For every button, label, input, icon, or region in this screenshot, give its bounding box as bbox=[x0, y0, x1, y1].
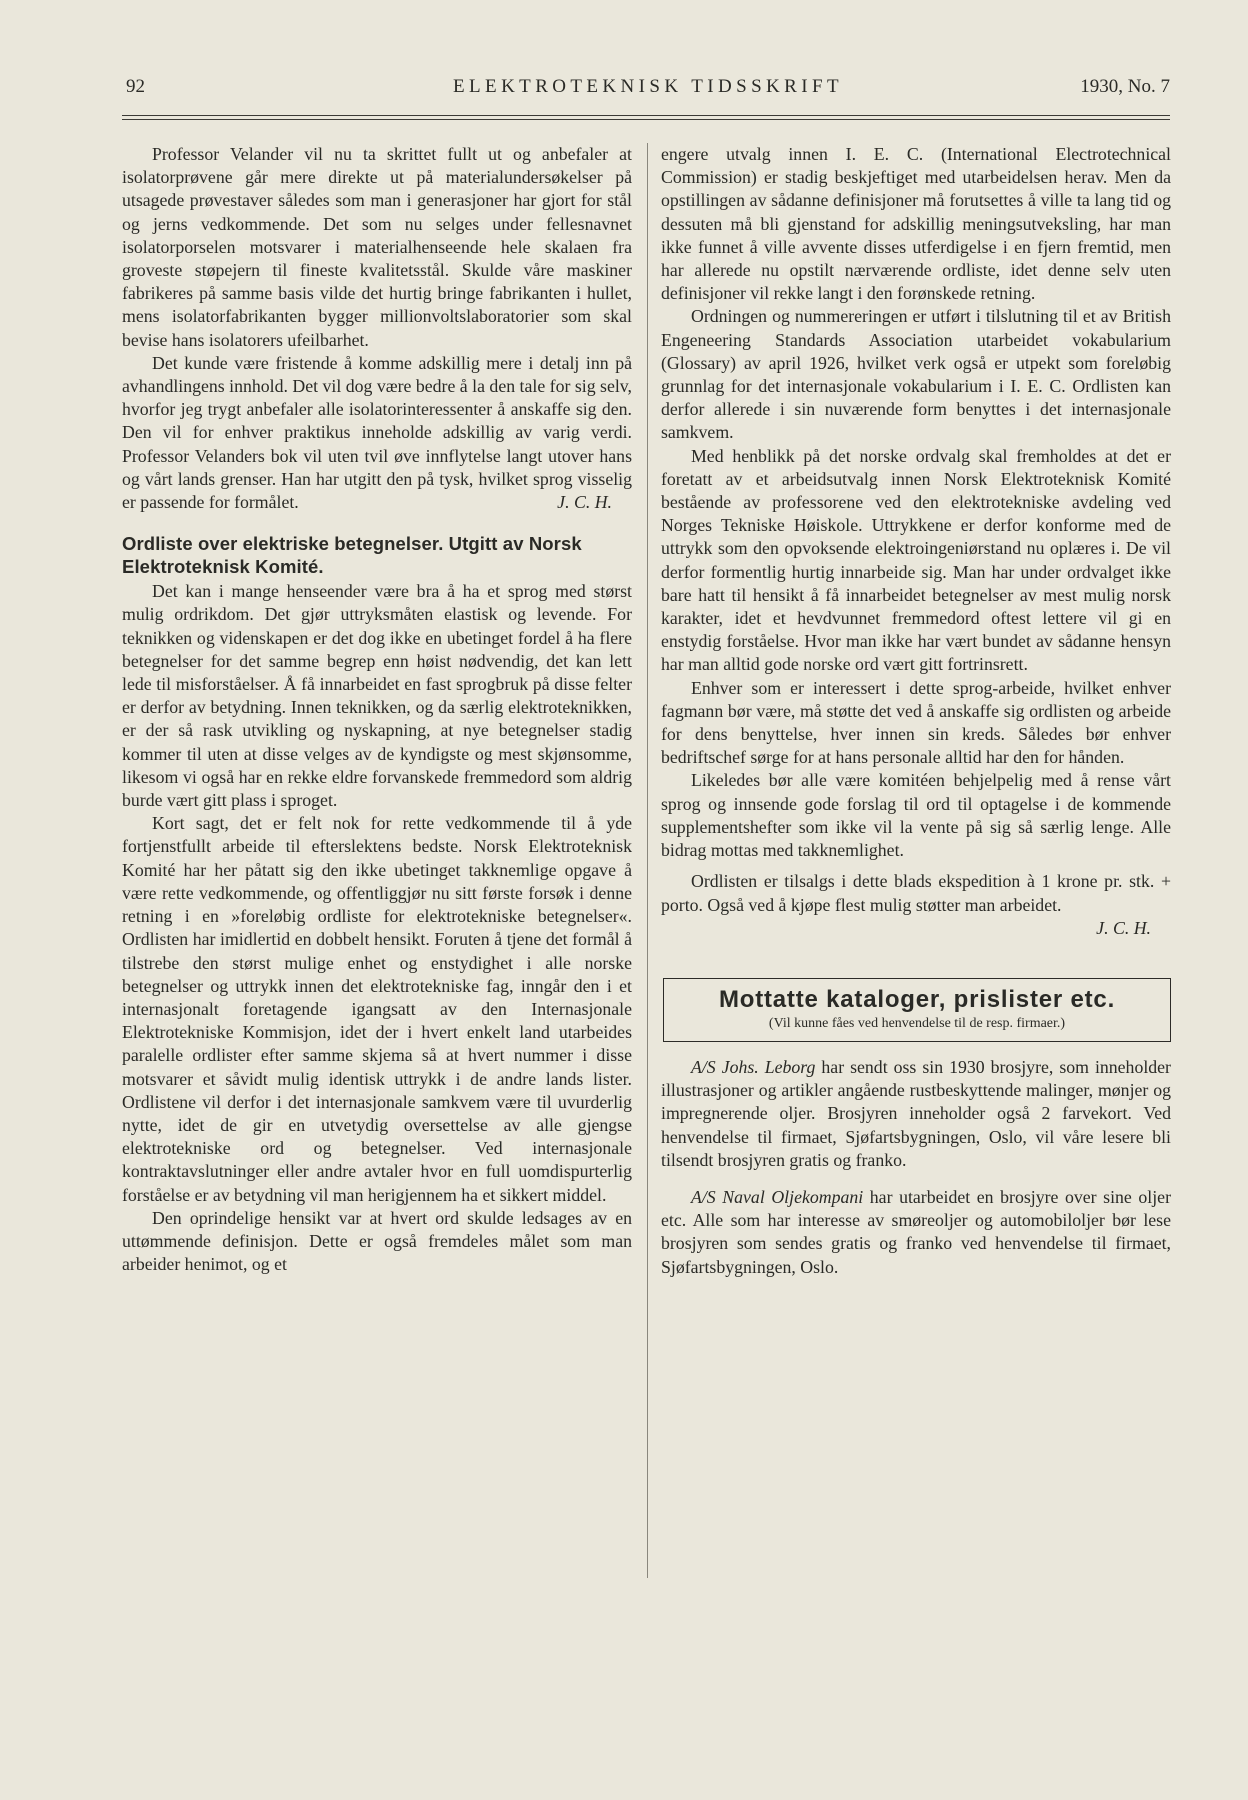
issue-label: 1930, No. 7 bbox=[1080, 76, 1170, 97]
review-signature: J. C. H. bbox=[557, 492, 612, 513]
left-column bbox=[122, 143, 632, 1276]
review-paragraph bbox=[122, 352, 632, 514]
review-paragraph-text: Det kunde være fristende å komme adskillig mere i detalj inn på avhandlingens innhold. Det vil dog være bedre å la den tale for sig selv, hvorfor jeg trygt anbefaler alle isolatorinteressenter å anskaffe sig den. Den vil for enhver praktikus inneholde adskillig av varig verdi. Professor Velanders bok vil uten tvil øve innflytelse langt utover hans og vårt lands grenser. Han har utgitt den på tysk, hvilket sprog visselig er passende for formålet. bbox=[122, 352, 632, 513]
ordliste-paragraph: Ordlisten er tilsalgs i dette blads ekspedition à 1 krone pr. stk. + porto. Også ved å kjøpe flest mulig støtter man arbeidet. bbox=[661, 871, 1171, 915]
catalog-firm-name: A/S Naval Oljekompani bbox=[691, 1186, 864, 1207]
ordliste-paragraph: Enhver som er interessert i dette sprog-arbeide, hvilket enhver fagmann bør være, må støtte det ved å anskaffe sig ordlisten og arbeide for dens benyttelse, hver innen sin kreds. Således bør enhver bedriftschef sørge for at hans personale alltid har den for hånden. bbox=[661, 677, 1171, 768]
catalog-section-box bbox=[663, 978, 1171, 1042]
ordliste-heading: Ordliste over elektriske betegnelser. Utgitt av Norsk Elektroteknisk Komité. bbox=[122, 533, 582, 578]
ordliste-paragraph: Den oprindelige hensikt var at hvert ord skulde ledsages av en uttømmende definisjon. Dette er også fremdeles målet som man arbeider henimot, og et bbox=[122, 1207, 632, 1275]
ordliste-paragraph: Ordningen og nummereringen er utført i tilslutning til et av British Engeneering Standards Association utarbeidet vokabularium (Glossary) av april 1926, hvilket verk også er utpekt som foreløbig grunnlag for det internasjonale vokabularium i I. E. C. Ordlisten kan derfor allerede i sin nuværende form benyttes i det internasjonale samkvem. bbox=[661, 306, 1171, 443]
ordliste-paragraph: Med henblikk på det norske ordvalg skal fremholdes at det er foretatt av et arbeidsutvalg innen Norsk Elektroteknisk Komité bestående av professorene ved den elektrotekniske avdeling ved Norges Tekniske Høiskole. Uttrykkene er derfor konforme med de uttrykk som den opvoksende elektroingeniørstand nu oplæres i. De vil derfor formentlig hurtig innarbeide sig. Man har under ordvalget ikke bare hatt til hensikt å få innarbeidet betegnelser av mest mulig norsk karakter, idet et hevdvunnet fremmedord oftest lettere vil gi en enstydig forståelse. Hvor man ikke har vært bundet av sådanne hensyn har man alltid gode norske ord vært gitt fortrinsrett. bbox=[661, 445, 1171, 675]
header-rule-top bbox=[122, 115, 1170, 116]
catalog-section-title: Mottatte kataloger, prislister etc. bbox=[718, 985, 1116, 1013]
catalog-firm-name: A/S Johs. Leborg bbox=[691, 1056, 816, 1077]
page-number: 92 bbox=[126, 76, 145, 97]
catalog-entry bbox=[661, 1056, 1171, 1172]
ordliste-paragraph: Likeledes bør alle være komitéen behjelpelig med å rense vårt sprog og innsende gode forslag til ord til optagelse i de kommende supplementshefter som ikke vil la vente på sig så særlig lenge. Alle bidrag mottas med takknemlighet. bbox=[661, 770, 1171, 861]
review-paragraph: Professor Velander vil nu ta skrittet fullt ut og anbefaler at isolatorprøvene går mere direkte ut på materialundersøkelser på utsagede prøvestaver således som man i generasjoner har gjort for stål og jerns vedkommende. Det som nu selges under fellesnavnet isolatorporselen motsvarer i materialhenseende hele skalaen fra groveste støpejern til fineste kvalitetsstål. Skulde våre maskiner fabrikeres på samme basis vilde det hurtig bringe fabrikanten i hullet, mens isolatorfabrikanten bygger millionvoltslaboratorier som skal bevise hans isolatorers ufeilbarhet. bbox=[122, 144, 632, 350]
column-divider bbox=[647, 143, 648, 1578]
ordliste-paragraph: Kort sagt, det er felt nok for rette vedkommende til å yde fortjenstfullt arbeide til efterslektens bedste. Norsk Elektroteknisk Komité har her påtatt sig den ikke ubetinget takknemlige opgave å være rette vedkommende, og offentliggjør nu sitt første forsøk i denne retning i en »foreløbig ordliste for elektrotekniske betegnelser«. Ordlisten har imidlertid en dobbelt hensikt. Foruten å tjene det formål å tilstrebe den størst mulige enhet og enstydighet i alle norske betegnelser og uttrykk innen det elektrotekniske fag, inngår den i et internasjonalt foretagende igangsatt av den Internasjonale Elektrotekniske Kommisjon, idet der i hvert enkelt land utarbeides paralelle ordlister efter samme skjema så at hvert nummer i disse motsvarer et såvidt mulig identisk uttrykk i de andre lands lister. Ordlistene vil derfor i det internasjonale samkvem være til uvurderlig nytte, idet de gir en utvetydig oversettelse av alle gjengse elektrotekniske ord og betegnelser. Ved internasjonale kontraktavslutninger eller andre avtaler hvor en full uomdispurterlig forståelse er av betydning vil man herigjennem ha et sikkert middel. bbox=[122, 813, 632, 1205]
catalog-entry bbox=[661, 1186, 1171, 1279]
catalog-section-subtitle: (Vil kunne fåes ved henvendelse til de resp. firmaer.) bbox=[768, 1015, 1066, 1031]
right-column bbox=[661, 143, 1171, 1279]
ordliste-continued-paragraph: engere utvalg innen I. E. C. (International Electrotechnical Commission) er stadig beskjeftiget med utarbeidelsen herav. Men da opstillingen av sådanne definisjoner må forutsettes å ville ta lang tid og dessuten må bli gjenstand for adskillig meningsutveksling, har man ikke funnet å ville avvente disses utferdigelse i en fjern fremtid, men har allerede nu opstilt nærværende ordliste, idet denne selv uten definisjoner vil rekke langt i den forønskede retning. bbox=[661, 144, 1171, 304]
ordliste-signature: J. C. H. bbox=[1096, 917, 1151, 938]
ordliste-paragraph: Det kan i mange henseender være bra å ha et sprog med størst mulig ordrikdom. Det gjør uttryksmåten elastisk og levende. For teknikken og videnskapen er det dog ikke en ubetinget fordel å ha flere betegnelser for det samme begrep enn høist nødvendig, det kan lett lede til misforståelser. Å få innarbeidet en fast sprogbruk på disse felter er derfor av betydning. Innen teknikken, og da særlig elektroteknikken, er der så rask utvikling og nyskapning, at nye betegnelser stadig kommer til uten at disse velges av de kyndigste og mest skjønsomme, likesom vi også har en rekke eldre forvanskede fremmedord som aldrig burde vært gitt plass i sproget. bbox=[122, 581, 632, 811]
catalog-entry-text: har sendt oss sin 1930 brosjyre, som inneholder illustrasjoner og artikler angående rustbeskyttende malinger, mønjer og impregnerende oljer. Brosjyren inneholder også 2 farvekort. Ved henvendelse til firmaet, Sjøfartsbygningen, Oslo, vil våre lesere bli tilsendt brosjyren gratis og franko. bbox=[661, 1056, 1171, 1170]
journal-title: ELEKTROTEKNISK TIDSSKRIFT bbox=[453, 76, 843, 97]
header-rule-bottom bbox=[122, 119, 1170, 120]
running-header bbox=[126, 76, 1170, 102]
catalog-entry-text: har utarbeidet en brosjyre over sine oljer etc. Alle som har interesse av smøreoljer og automobiloljer bør lese brosjyren som sendes gratis og franko ved henvendelse til firmaet, Sjøfartsbygningen, Oslo. bbox=[661, 1186, 1171, 1277]
